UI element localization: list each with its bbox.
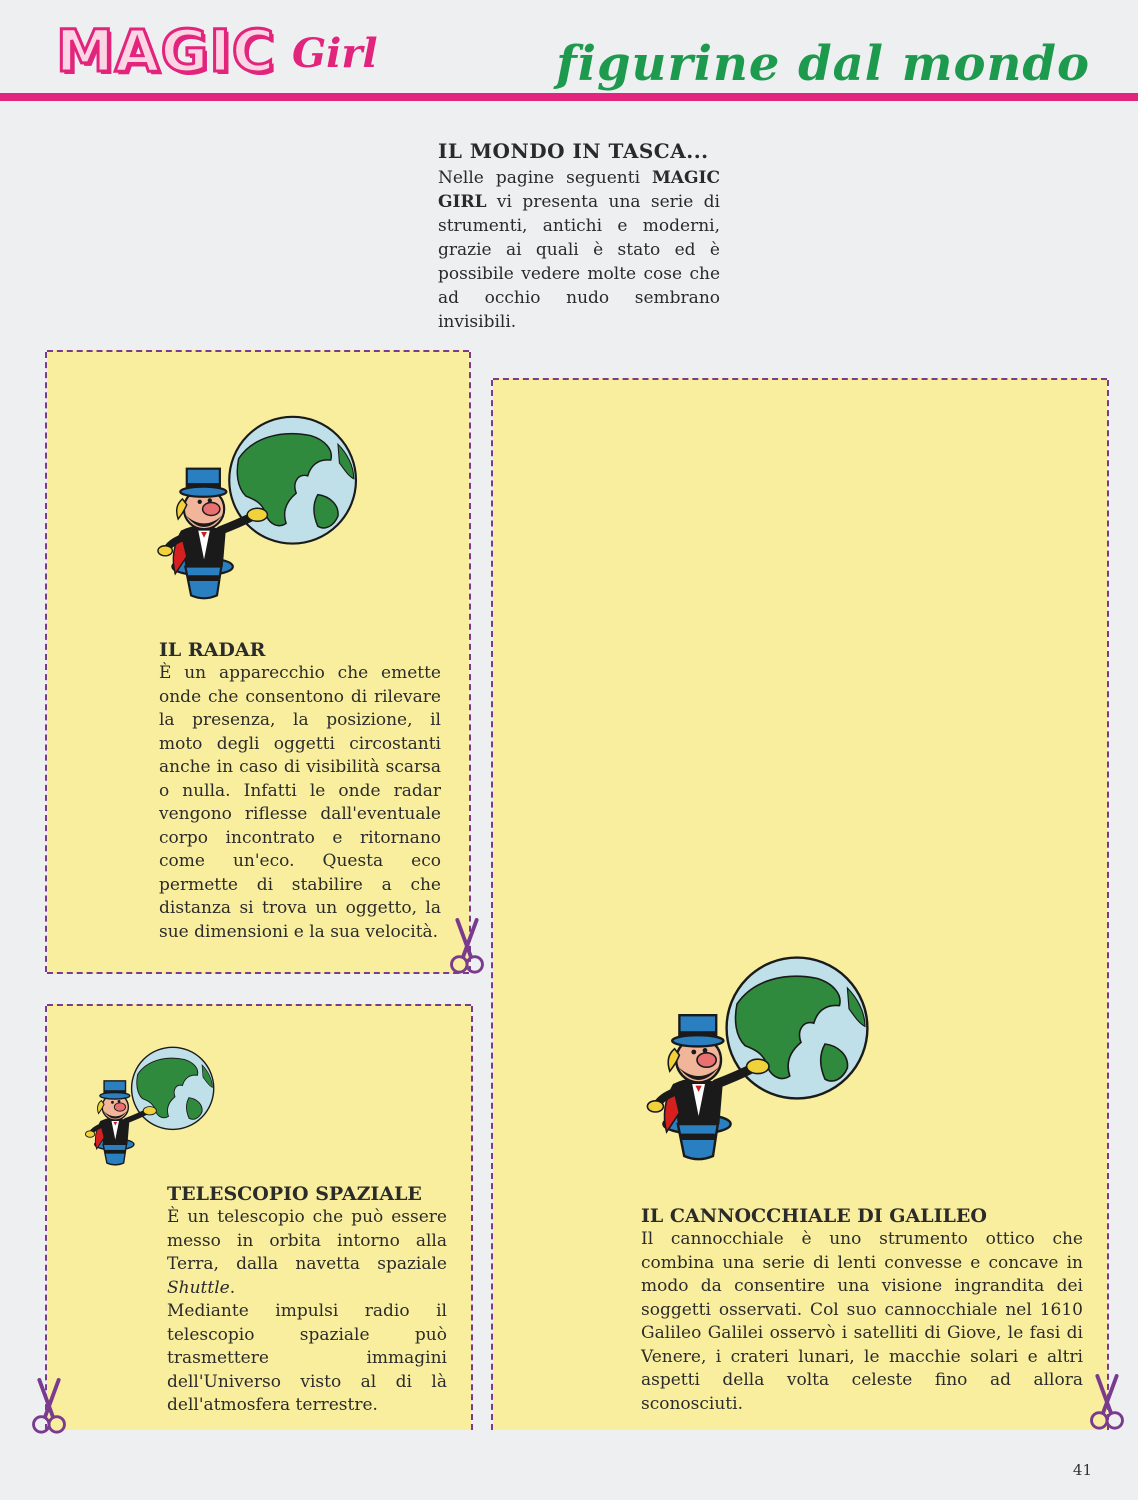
intro-brand: MAGIC GIRL: [438, 168, 720, 212]
cut-line-left: [45, 1006, 47, 1430]
card-text: Il cannocchiale è uno strumento ottico che combina una serie di lenti convesse e concave in modo da consentire una visione ingrandita dei soggetti osservati. Col suo cannocchiale nel 1610 Galileo Galilei osservò i satelliti di Giove, le fasi di Venere, i crateri lunari, le macchie solari e altri aspetti della volta celeste fino ad allora sconosciuti.: [641, 1229, 1083, 1414]
card-text: [167, 1206, 447, 1418]
mascot-globe-icon: [145, 374, 361, 644]
header-divider: [0, 93, 1138, 101]
intro-block: [438, 138, 720, 334]
scissors-icon: [29, 1378, 69, 1436]
mascot-globe-icon: [77, 1028, 217, 1186]
card-text-para2: Mediante impulsi radio il telescopio spaziale può trasmettere immagini dell'Universo visto al di là dell'atmosfera terrestre.: [167, 1301, 447, 1415]
intro-text: [438, 166, 720, 334]
intro-text-part2: vi presenta una serie di strumenti, antichi e moderni, grazie ai quali è stato ed è possibile vedere molte cose che ad occhio nudo sembrano invisibili.: [438, 192, 720, 332]
card-telescopio: [47, 1004, 471, 1430]
cut-line-right: [1107, 380, 1109, 1430]
cut-line-right: [471, 1006, 473, 1430]
card-text-italic: Shuttle: [167, 1277, 230, 1298]
scissors-icon: [1087, 1374, 1127, 1432]
section-title: figurine dal mondo: [556, 36, 1090, 92]
card-text-part2: .: [229, 1277, 236, 1298]
intro-text-part1: Nelle pagine seguenti: [438, 168, 652, 188]
card-text: È un apparecchio che emette onde che consentono di rilevare la presenza, la posizione, il moto degli oggetti circostanti anche in caso di visibilità scarsa o nulla. Infatti le onde radar vengono riflesse dall'eventuale corpo incontrato e ritornano come un'eco. Questa eco permette di stabilire a che distanza si trova un oggetto, la sue dimensioni e la sua velocità.: [159, 663, 441, 942]
intro-title: IL MONDO IN TASCA...: [438, 139, 709, 163]
card-title: TELESCOPIO SPAZIALE: [167, 1183, 422, 1205]
magic-logo-word: MAGIC: [56, 17, 276, 85]
card-cannocchiale: [493, 378, 1107, 1430]
card-title: IL CANNOCCHIALE DI GALILEO: [641, 1205, 987, 1227]
cut-line-left: [491, 380, 493, 1430]
page-header: [0, 0, 1138, 110]
mascot-globe-icon: [633, 910, 873, 1210]
cut-line-right: [469, 352, 471, 972]
card-title: IL RADAR: [159, 639, 266, 661]
scissors-icon: [447, 918, 487, 976]
card-text-part1: È un telescopio che può essere messo in orbita intorno alla Terra, dalla navetta spaziale: [167, 1207, 447, 1274]
card-radar: [47, 350, 469, 974]
cut-line-left: [45, 352, 47, 972]
page-number: 41: [1072, 1461, 1092, 1479]
magic-logo-sub: Girl: [292, 30, 378, 77]
